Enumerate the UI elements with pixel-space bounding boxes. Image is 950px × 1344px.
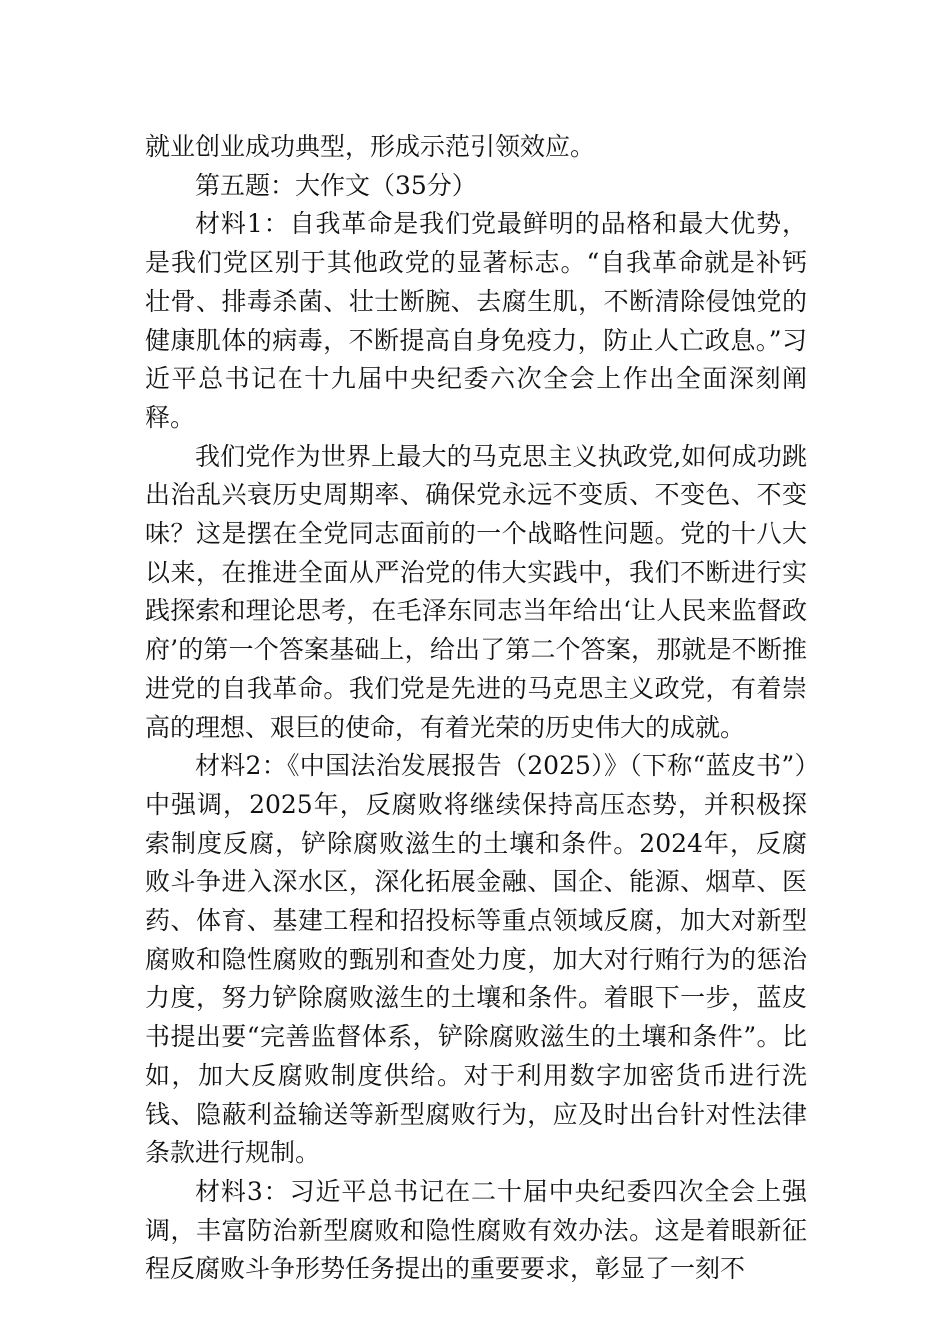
document-body <box>145 128 807 1289</box>
paragraph-material-2: 材料2：《中国法治发展报告（2025）》（下称“蓝皮书”）中强调，2025年，反腐败将继续保持高压态势，并积极探索制度反腐，铲除腐败滋生的土壤和条件。2024年，反腐败斗争进入深水区，深化拓展金融、国企、能源、烟草、医药、体育、基建工程和招投标等重点领域反腐，加大对新型腐败和隐性腐败的甄别和查处力度，加大对行贿行为的惩治力度，努力铲除腐败滋生的土壤和条件。着眼下一步，蓝皮书提出要“完善监督体系，铲除腐败滋生的土壤和条件”。比如，加大反腐败制度供给。对于利用数字加密货币进行洗钱、隐蔽利益输送等新型腐败行为，应及时出台针对性法律条款进行规制。 <box>145 751 807 1168</box>
paragraph-material-1-continued: 我们党作为世界上最大的马克思主义执政党,如何成功跳出治乱兴衰历史周期率、确保党永远不变质、不变色、不变味？这是摆在全党同志面前的一个战略性问题。党的十八大以来，在推进全面从严治党的伟大实践中，我们不断进行实践探索和理论思考，在毛泽东同志当年给出‘让人民来监督政府’的第一个答案基础上，给出了第二个答案，那就是不断推进党的自我革命。我们党是先进的马克思主义政党，有着崇高的理想、艰巨的使命，有着光荣的历史伟大的成就。 <box>145 441 807 742</box>
paragraph-continuation: 就业创业成功典型，形成示范引领效应。 <box>145 132 596 161</box>
section-heading: 第五题：大作文（35分） <box>195 170 477 200</box>
paragraph-material-3: 材料3：习近平总书记在二十届中央纪委四次全会上强调，丰富防治新型腐败和隐性腐败有效办法。这是着眼新征程反腐败斗争形势任务提出的重要要求，彰显了一刻不 <box>145 1176 807 1284</box>
paragraph-material-1: 材料1：自我革命是我们党最鲜明的品格和最大优势，是我们党区别于其他政党的显著标志。“自我革命就是补钙壮骨、排毒杀菌、壮士断腕、去腐生肌，不断清除侵蚀党的健康肌体的病毒，不断提高自身免疫力，防止人亡政息。”习近平总书记在十九届中央纪委六次全会上作出全面深刻阐释。 <box>145 209 807 432</box>
